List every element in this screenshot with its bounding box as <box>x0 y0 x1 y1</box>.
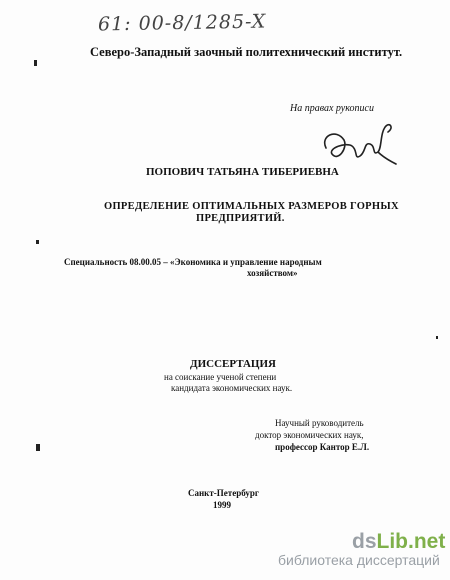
author-name: ПОПОВИЧ ТАТЬЯНА ТИБЕРИЕВНА <box>146 166 339 178</box>
watermark-subtitle: библиотека диссертаций <box>278 552 440 568</box>
scan-mark <box>436 336 438 339</box>
specialty-line-1: Специальность 08.00.05 – «Экономика и управление народным <box>64 257 322 267</box>
title-line-2: ПРЕДПРИЯТИЙ. <box>196 213 285 224</box>
specialty-line-2: хозяйством» <box>247 268 298 278</box>
scan-mark <box>36 240 39 244</box>
rights-note: На правах рукописи <box>290 103 374 114</box>
advisor-line-3: профессор Кантор Е.Л. <box>275 442 370 452</box>
title-line-1: ОПРЕДЕЛЕНИЕ ОПТИМАЛЬНЫХ РАЗМЕРОВ ГОРНЫХ <box>104 201 399 212</box>
dissertation-heading: ДИССЕРТАЦИЯ <box>190 358 276 370</box>
watermark-logo-suffix: Lib.net <box>376 530 446 553</box>
advisor-line-1: Научный руководитель <box>275 418 364 428</box>
watermark-logo <box>352 530 445 554</box>
advisor-line-2: доктор экономических наук, <box>255 430 364 440</box>
scan-mark <box>34 60 37 66</box>
scan-mark <box>36 444 40 451</box>
year: 1999 <box>213 500 231 510</box>
handwritten-signature <box>318 118 398 173</box>
degree-line-1: на соискание ученой степени <box>164 372 277 382</box>
archive-number: 61: 00-8/1285-X <box>97 10 267 36</box>
institute-name: Северо-Западный заочный политехнический институт. <box>90 45 403 59</box>
degree-line-2: кандидата экономических наук. <box>171 383 293 393</box>
city: Санкт-Петербург <box>188 488 259 498</box>
watermark-logo-prefix: ds <box>352 530 377 553</box>
